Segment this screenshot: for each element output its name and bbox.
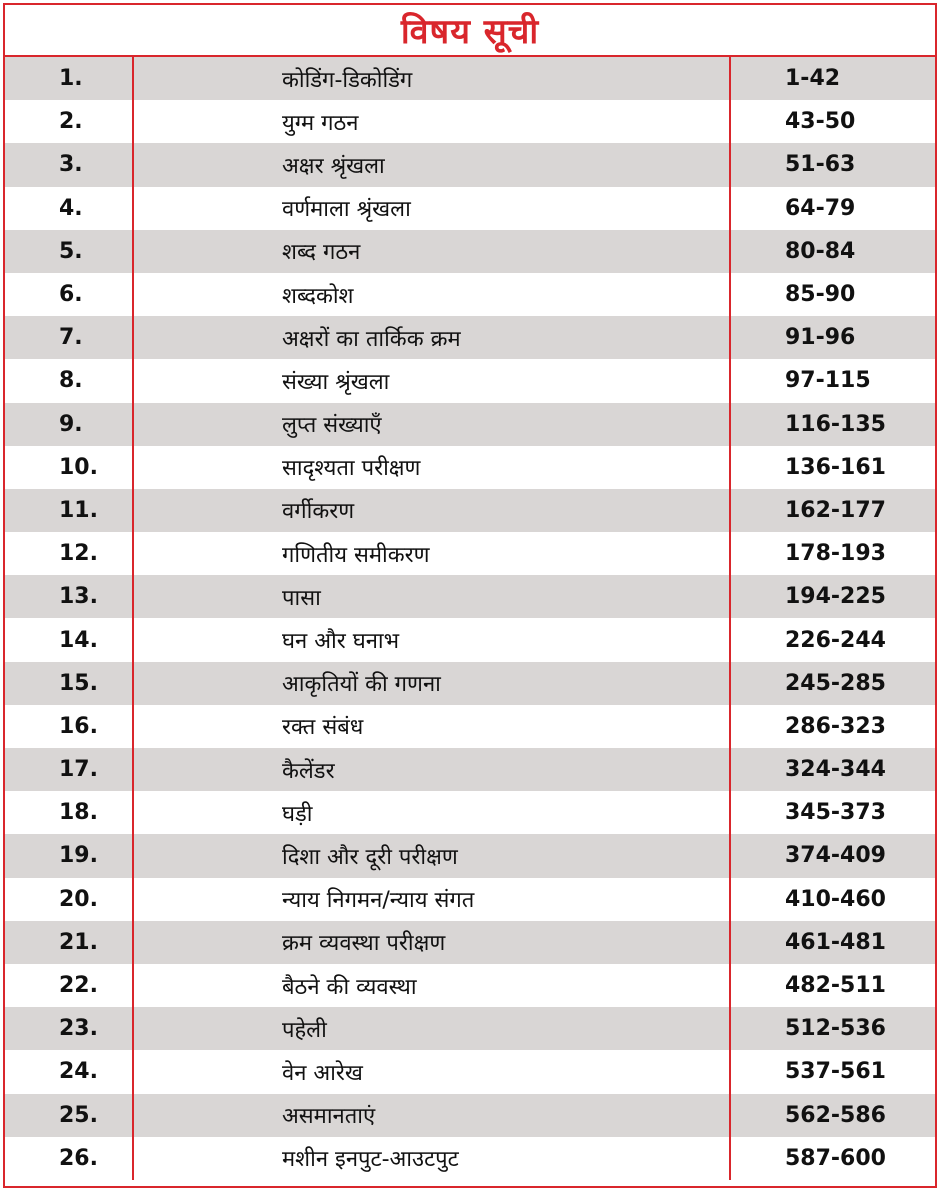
list-item[interactable]	[5, 489, 935, 532]
page-range: 286-323	[785, 713, 886, 739]
chapter-number: 7.	[59, 325, 83, 351]
page-range: 587-600	[785, 1145, 886, 1171]
chapter-title: न्याय निगमन/न्याय संगत	[282, 888, 475, 914]
chapter-number: 13.	[59, 584, 98, 610]
chapter-title: लुप्त संख्याएँ	[282, 413, 382, 439]
list-item[interactable]	[5, 446, 935, 489]
chapter-number: 17.	[59, 757, 98, 783]
chapter-number: 4.	[59, 195, 83, 221]
page-range: 410-460	[785, 886, 886, 912]
chapter-title: क्रम व्यवस्था परीक्षण	[282, 931, 446, 957]
list-item[interactable]	[5, 316, 935, 359]
chapter-number: 1.	[59, 66, 83, 92]
list-item[interactable]	[5, 187, 935, 230]
title-row	[5, 5, 935, 57]
chapter-title: पासा	[282, 585, 321, 611]
page-range: 374-409	[785, 843, 886, 869]
list-item[interactable]	[5, 143, 935, 186]
page-range: 226-244	[785, 627, 886, 653]
chapter-title: दिशा और दूरी परीक्षण	[282, 844, 458, 870]
chapter-title: अक्षर श्रृंखला	[282, 153, 385, 179]
page-range: 80-84	[785, 238, 856, 264]
list-item[interactable]	[5, 662, 935, 705]
list-item[interactable]	[5, 1007, 935, 1050]
list-item[interactable]	[5, 230, 935, 273]
chapter-title: सादृश्यता परीक्षण	[282, 456, 421, 482]
chapter-number: 16.	[59, 713, 98, 739]
page-range: 562-586	[785, 1102, 886, 1128]
chapter-title: कोडिंग-डिकोडिंग	[282, 67, 413, 93]
list-item[interactable]	[5, 921, 935, 964]
chapter-title: कैलेंडर	[282, 758, 335, 784]
page-range: 136-161	[785, 454, 886, 480]
chapter-number: 5.	[59, 238, 83, 264]
chapter-title: वर्णमाला श्रृंखला	[282, 197, 411, 223]
chapter-title: पहेली	[282, 1017, 327, 1043]
chapter-title: बैठने की व्यवस्था	[282, 974, 417, 1000]
chapter-number: 9.	[59, 411, 83, 437]
page-range: 324-344	[785, 757, 886, 783]
page-range: 43-50	[785, 109, 856, 135]
list-item[interactable]	[5, 57, 935, 100]
chapter-number: 20.	[59, 886, 98, 912]
column-divider	[132, 57, 134, 1180]
page-range: 64-79	[785, 195, 856, 221]
chapter-number: 11.	[59, 497, 98, 523]
page-range: 162-177	[785, 497, 886, 523]
list-item[interactable]	[5, 359, 935, 402]
chapter-title: गणितीय समीकरण	[282, 542, 430, 568]
page-range: 537-561	[785, 1059, 886, 1085]
page-range: 1-42	[785, 66, 841, 92]
page-range: 461-481	[785, 929, 886, 955]
chapter-number: 18.	[59, 800, 98, 826]
chapter-number: 8.	[59, 368, 83, 394]
table-of-contents	[3, 3, 937, 1188]
chapter-title: वेन आरेख	[282, 1060, 363, 1086]
list-item[interactable]	[5, 618, 935, 661]
chapter-number: 6.	[59, 282, 83, 308]
page-title: विषय सूची	[400, 12, 540, 52]
list-item[interactable]	[5, 532, 935, 575]
chapter-title: युग्म गठन	[282, 110, 359, 136]
list-item[interactable]	[5, 100, 935, 143]
chapter-number: 25.	[59, 1102, 98, 1128]
chapter-title: शब्द गठन	[282, 240, 361, 266]
chapter-number: 26.	[59, 1145, 98, 1171]
chapter-title: रक्त संबंध	[282, 715, 364, 741]
page-range: 245-285	[785, 670, 886, 696]
chapter-number: 10.	[59, 454, 98, 480]
chapter-number: 12.	[59, 541, 98, 567]
chapter-title: घन और घनाभ	[282, 629, 400, 655]
chapter-number: 2.	[59, 109, 83, 135]
toc-rows	[5, 57, 935, 1180]
list-item[interactable]	[5, 575, 935, 618]
chapter-title: अक्षरों का तार्किक क्रम	[282, 326, 461, 352]
list-item[interactable]	[5, 748, 935, 791]
page-range: 482-511	[785, 973, 886, 999]
list-item[interactable]	[5, 878, 935, 921]
chapter-number: 21.	[59, 929, 98, 955]
page-range: 194-225	[785, 584, 886, 610]
chapter-number: 3.	[59, 152, 83, 178]
chapter-number: 14.	[59, 627, 98, 653]
page-range: 97-115	[785, 368, 871, 394]
chapter-title: वर्गीकरण	[282, 499, 355, 525]
list-item[interactable]	[5, 403, 935, 446]
list-item[interactable]	[5, 964, 935, 1007]
page-range: 51-63	[785, 152, 856, 178]
list-item[interactable]	[5, 273, 935, 316]
page-range: 512-536	[785, 1016, 886, 1042]
chapter-number: 19.	[59, 843, 98, 869]
column-divider	[729, 57, 731, 1180]
list-item[interactable]	[5, 791, 935, 834]
chapter-title: आकृतियों की गणना	[282, 672, 441, 698]
list-item[interactable]	[5, 705, 935, 748]
page-range: 178-193	[785, 541, 886, 567]
list-item[interactable]	[5, 1137, 935, 1180]
page-range: 116-135	[785, 411, 886, 437]
page-range: 345-373	[785, 800, 886, 826]
chapter-number: 23.	[59, 1016, 98, 1042]
list-item[interactable]	[5, 1094, 935, 1137]
list-item[interactable]	[5, 1050, 935, 1093]
chapter-title: मशीन इनपुट-आउटपुट	[282, 1147, 459, 1173]
list-item[interactable]	[5, 834, 935, 877]
chapter-title: घड़ी	[282, 801, 313, 827]
chapter-number: 15.	[59, 670, 98, 696]
page-range: 91-96	[785, 325, 856, 351]
chapter-number: 24.	[59, 1059, 98, 1085]
chapter-title: संख्या श्रृंखला	[282, 369, 390, 395]
page-range: 85-90	[785, 282, 856, 308]
chapter-title: शब्दकोश	[282, 283, 354, 309]
chapter-title: असमानताएं	[282, 1104, 376, 1130]
chapter-number: 22.	[59, 973, 98, 999]
